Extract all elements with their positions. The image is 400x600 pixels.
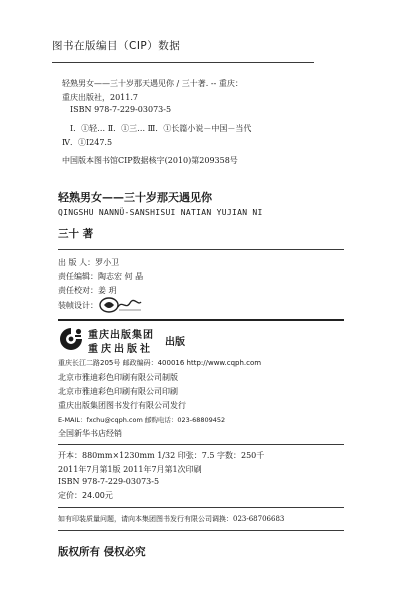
- cip-line-6: 中国版本图书馆CIP数据核字(2010)第209358号: [62, 156, 238, 165]
- email-phone: E-MAIL：fxchu@cqph.com 邮购电话：023-68809452: [58, 416, 226, 424]
- cip-heading: 图书在版编目（CIP）数据: [52, 40, 181, 52]
- title-divider: [58, 249, 344, 250]
- book-title: 轻熟男女——三十岁那天遇见你: [58, 191, 212, 204]
- credits-divider: [58, 319, 344, 321]
- publisher-group-name: 重庆出版集团: [88, 330, 154, 341]
- publisher-divider: [58, 444, 344, 445]
- publisher-logo-icon: [58, 326, 84, 352]
- copyright-notice: 版权所有 侵权必究: [58, 546, 146, 558]
- cover-designer-label: 装帧设计：: [58, 301, 98, 310]
- printer-print: 北京市雅迪彩色印刷有限公司印刷: [58, 387, 178, 396]
- notice-divider: [58, 530, 344, 531]
- designer-logo: [99, 296, 143, 314]
- distributor: 重庆出版集团图书发行有限公司发行: [58, 401, 186, 410]
- specs-edition: 2011年7月第1版 2011年7月第1次印刷: [58, 465, 202, 474]
- specs-format: 开本：880mm×1230mm 1/32 印张：7.5 字数：250千: [58, 451, 265, 460]
- publisher-person: 出 版 人：罗小卫: [58, 258, 120, 267]
- publisher-label: 出版: [165, 337, 185, 348]
- cip-line-3: ISBN 978-7-229-03073-5: [70, 105, 172, 114]
- cip-line-5: Ⅳ．①I247.5: [62, 138, 113, 147]
- specs-divider: [58, 507, 344, 508]
- responsible-editors: 责任编辑：陶志宏 何 晶: [58, 272, 144, 281]
- cip-line-1: 轻熟男女——三十岁那天遇见你 / 三十著. -- 重庆：: [62, 79, 243, 88]
- cip-line-4: Ⅰ．①轻… Ⅱ．①三… Ⅲ．①长篇小说－中国－当代: [70, 124, 252, 133]
- cip-line-2: 重庆出版社，2011.7: [62, 93, 138, 102]
- designer-logo-text: [99, 296, 100, 297]
- publisher-address: 重庆长江二路205号 邮政编码：400016 http://www.cqph.com: [58, 359, 262, 367]
- seller: 全国新华书店经销: [58, 429, 122, 438]
- publisher-logo: [58, 326, 84, 352]
- designer-logo-icon: [99, 296, 143, 314]
- printer-plate: 北京市雅迪彩色印刷有限公司制版: [58, 373, 178, 382]
- responsible-proofreader: 责任校对：姜 玥: [58, 286, 117, 295]
- price: 定价：24.00元: [58, 491, 113, 500]
- book-pinyin: QINGSHU NANNÜ-SANSHISUI NATIAN YUJIAN NI: [58, 208, 263, 217]
- book-author: 三十 著: [58, 228, 94, 240]
- quality-notice: 如有印装质量问题，请向本集团图书发行有限公司调换：023-68706683: [58, 515, 285, 523]
- specs-isbn: ISBN 978-7-229-03073-5: [58, 477, 160, 486]
- cip-divider: [52, 62, 314, 63]
- publisher-house-name: 重庆出版社: [88, 344, 153, 355]
